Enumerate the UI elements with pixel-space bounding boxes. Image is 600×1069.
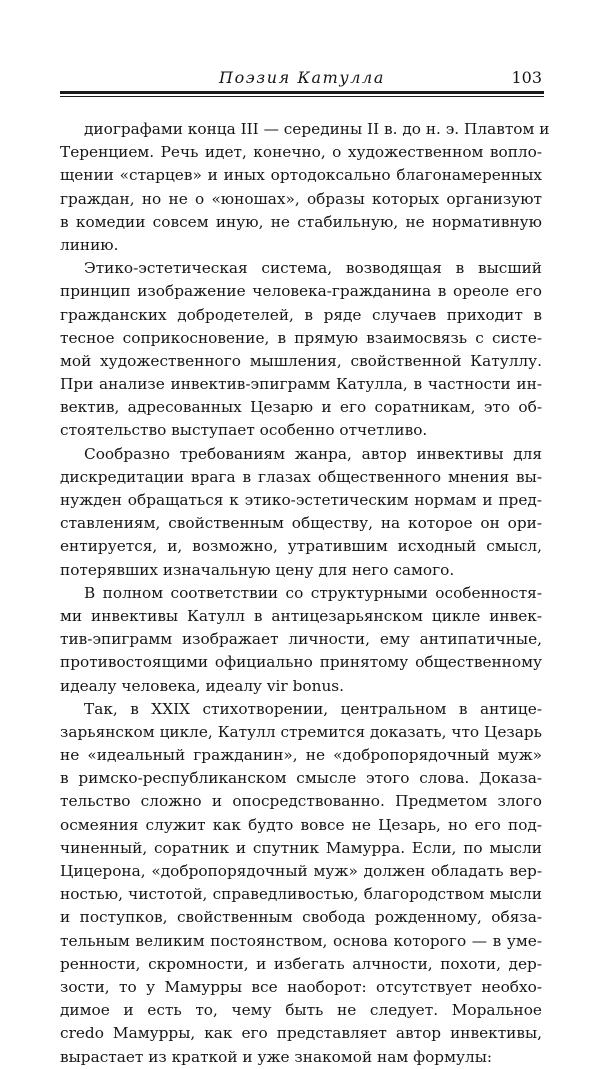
- text-line: Так, в XXIX стихотворении, центральном в антице-: [84, 699, 542, 718]
- text-line: идеалу человека, идеалу vir bonus.: [60, 676, 345, 695]
- text-line: в комедии совсем иную, не стабильную, не нормативную: [60, 212, 542, 231]
- text-line: Цицерона, «добропорядочный муж» должен обладать вер-: [60, 862, 542, 880]
- text-line: осмеяния служит как будто вовсе не Цезарь, но его под-: [60, 815, 542, 834]
- text-line: стоятельство выступает особенно отчетливо.: [60, 421, 428, 440]
- text-line: граждан, но не о «юношах», образы которых организуют: [60, 189, 542, 208]
- text-line: Теренцием. Речь идет, конечно, о художественном вопло-: [60, 143, 542, 162]
- paragraph: [60, 698, 542, 1069]
- text-line: ми инвективы Катулл в антицезарьянском цикле инвек-: [60, 606, 542, 625]
- running-head: [62, 68, 542, 92]
- text-line: в римско-республиканском смысле этого слова. Доказа-: [60, 769, 542, 788]
- text-line: потерявших изначальную цену для него самого.: [60, 560, 455, 579]
- text-line: щении «старцев» и иных ортодоксально благонамеренных: [60, 166, 542, 185]
- header-rule-thin: [60, 96, 544, 97]
- text-line: тельным великим постоянством, основа которого — в уме-: [60, 931, 542, 950]
- text-line: ренности, скромности, и избегать алчности, похоти, дер-: [60, 954, 542, 973]
- text-line: тив-эпиграмм изображает личности, ему антипатичные,: [60, 630, 542, 649]
- text-line: зости, то у Мамурры все наоборот: отсутствует необхо-: [60, 977, 542, 996]
- text-line: противостоящими официально принятому общественному: [60, 653, 542, 672]
- body-text: [60, 118, 550, 1069]
- paragraph: [60, 582, 542, 698]
- text-line: credo Мамурры, как его представляет автор инвективы,: [60, 1024, 542, 1043]
- paragraph: [60, 443, 542, 582]
- text-line: Этико-эстетическая система, возводящая в высший: [84, 259, 542, 278]
- text-line: гражданских добродетелей, в ряде случаев приходит в: [60, 305, 542, 324]
- page-number: 103: [511, 68, 542, 87]
- text-line: При анализе инвектив-эпиграмм Катулла, в частности ин-: [60, 375, 542, 394]
- text-line: вектив, адресованных Цезарю и его соратникам, это об-: [60, 398, 542, 417]
- text-line: мой художественного мышления, свойственной Катуллу.: [60, 351, 542, 370]
- text-line: тесное соприкосновение, в прямую взаимосвязь с систе-: [60, 328, 542, 347]
- text-line: ставлениям, свойственным обществу, на которое он ори-: [60, 514, 542, 533]
- paragraph: [60, 257, 542, 443]
- text-line: ентируется, и, возможно, утратившим исходный смысл,: [60, 537, 542, 556]
- paragraph: [60, 118, 550, 257]
- running-title: Поэзия Катулла: [219, 68, 385, 87]
- text-line: не «идеальный гражданин», не «добропорядочный муж»: [60, 746, 542, 765]
- text-line: и поступков, свойственным свобода рожденному, обяза-: [60, 908, 542, 927]
- text-line: чиненный, соратник и спутник Мамурра. Если, по мысли: [60, 838, 542, 857]
- text-line: дискредитации врага в глазах общественного мнения вы-: [60, 467, 542, 486]
- header-rule-thick: [60, 91, 544, 94]
- text-line: зарьянском цикле, Катулл стремится доказать, что Цезарь: [60, 722, 542, 741]
- text-line: В полном соответствии со структурными особенностя-: [84, 583, 542, 602]
- text-line: линию.: [60, 235, 119, 254]
- text-line: димое и есть то, чему быть не следует. Моральное: [60, 1001, 542, 1020]
- text-line: тельство сложно и опосредствованно. Предметом злого: [60, 792, 542, 811]
- text-line: нужден обращаться к этико-эстетическим нормам и пред-: [60, 491, 542, 509]
- text-line: ностью, чистотой, справедливостью, благородством мысли: [60, 885, 542, 904]
- text-line: диографами конца III — середины II в. до н. э. Плавтом и: [84, 120, 550, 138]
- text-line: вырастает из краткой и уже знакомой нам формулы:: [60, 1047, 493, 1066]
- text-line: Сообразно требованиям жанра, автор инвективы для: [84, 444, 542, 463]
- text-line: принцип изображение человека-гражданина в ореоле его: [60, 282, 542, 301]
